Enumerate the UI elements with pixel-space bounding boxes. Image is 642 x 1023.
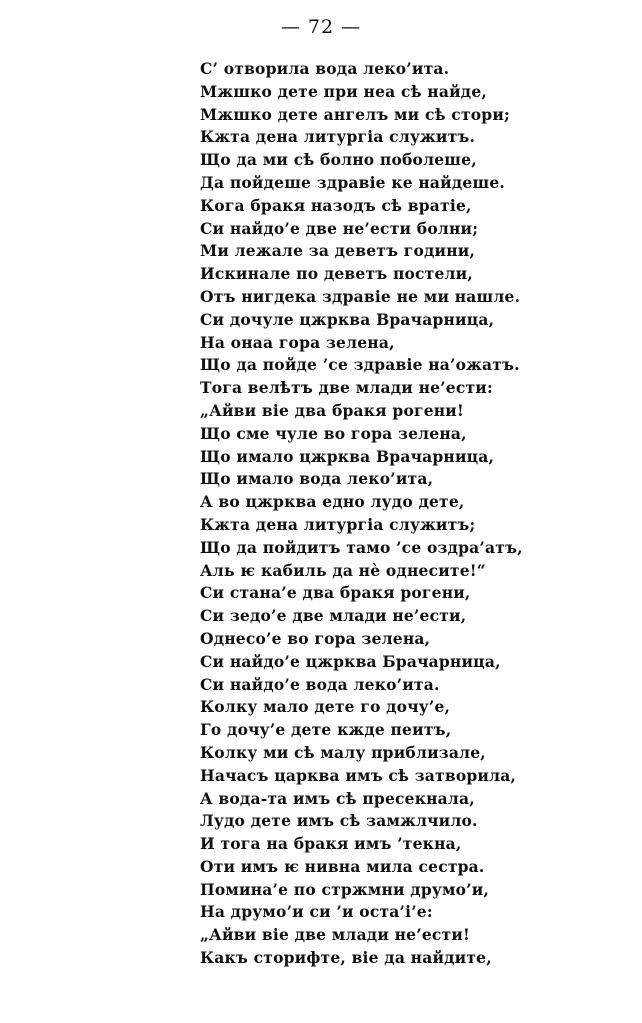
poem-line: Ми лежале за деветъ години, bbox=[200, 241, 476, 261]
poem-line: И тога на бракя имъ ’текна, bbox=[200, 834, 462, 854]
poem-line: Си найдо’е вода леко’ита. bbox=[200, 674, 440, 694]
poem-line: Аль ѥ кабиль да нѐ однесите!“ bbox=[200, 560, 486, 580]
poem-line: Лудо дете имъ сѣ замжлчило. bbox=[200, 811, 478, 831]
poem-line: Мжшко дете при неа сѣ найде, bbox=[200, 81, 487, 101]
poem-line: Си дочуле цжрква Врачарница, bbox=[200, 309, 495, 329]
poem-line: Що имало вода леко’ита, bbox=[200, 469, 434, 489]
poem-line: Колку мало дете го дочу’е, bbox=[200, 697, 451, 717]
poem-line: А вода-та имъ сѣ пресекнала, bbox=[200, 788, 475, 808]
poem-line: Го дочу’е дете кжде пеитъ, bbox=[200, 720, 452, 740]
poem-line: Колку ми сѣ малу приблизале, bbox=[200, 742, 486, 762]
poem-line: Кога бракя назодъ сѣ вратіе, bbox=[200, 195, 472, 215]
poem-line: С’ отворила вода леко’ита. bbox=[200, 59, 450, 78]
poem-line: Однесо’е во гора зелена, bbox=[200, 628, 431, 648]
poem-line: На онаа гора зелена, bbox=[200, 332, 395, 352]
poem-line: Начасъ царква имъ сѣ затворила, bbox=[200, 765, 517, 785]
poem-line: Отъ нигдека здравіе не ми нашле. bbox=[200, 286, 521, 306]
poem-line: Кжта дена литургіа служитъ; bbox=[200, 514, 476, 534]
poem-line: „Айви віе два бракя рогени! bbox=[200, 400, 464, 420]
poem-line: Мжшко дете ангелъ ми сѣ стори; bbox=[200, 104, 510, 124]
poem-line: Що да пойдитъ тамо ’се оздра’атъ, bbox=[200, 537, 523, 557]
poem-line: Си стана’е два бракя рогени, bbox=[200, 583, 471, 603]
poem-line: Що имало цжрква Врачарница, bbox=[200, 446, 495, 466]
poem-line: Си найдо’е цжрква Брачарница, bbox=[200, 651, 501, 671]
poem-line: Кжта дена литургіа служитъ. bbox=[200, 127, 476, 147]
poem-line: На друмо’и си ’и оста’і’е: bbox=[200, 902, 433, 922]
poem-line: Искинале по деветъ постели, bbox=[200, 264, 473, 284]
poem-line: Що да пойде ’се здравіе на’ожатъ. bbox=[200, 355, 520, 375]
poem-line: Помина’е по стржмни друмо’и, bbox=[200, 879, 490, 899]
poem-line: „Айви віе две млади не’ести! bbox=[200, 925, 471, 945]
poem-line: Оти имъ ѥ нивна мила сестра. bbox=[200, 856, 485, 876]
poem-line: Тога велѣтъ две млади не’ести: bbox=[200, 378, 493, 398]
poem-line: А во цжрква едно лудо дете, bbox=[200, 492, 465, 512]
poem-text bbox=[200, 58, 620, 970]
poem-line: Си зедо’е две млади не’ести, bbox=[200, 606, 467, 626]
poem-line: Си найдо’е две не’ести болни; bbox=[200, 218, 479, 238]
page-number: — 72 — bbox=[280, 16, 362, 38]
poem-line: Да пойдеше здравіе ке найдеше. bbox=[200, 172, 505, 192]
poem-line: Какъ сторифте, віе да найдите, bbox=[200, 948, 492, 968]
poem-line: Що сме чуле во гора зелена, bbox=[200, 423, 467, 443]
poem-line: Що да ми сѣ болно поболеше, bbox=[200, 150, 477, 170]
